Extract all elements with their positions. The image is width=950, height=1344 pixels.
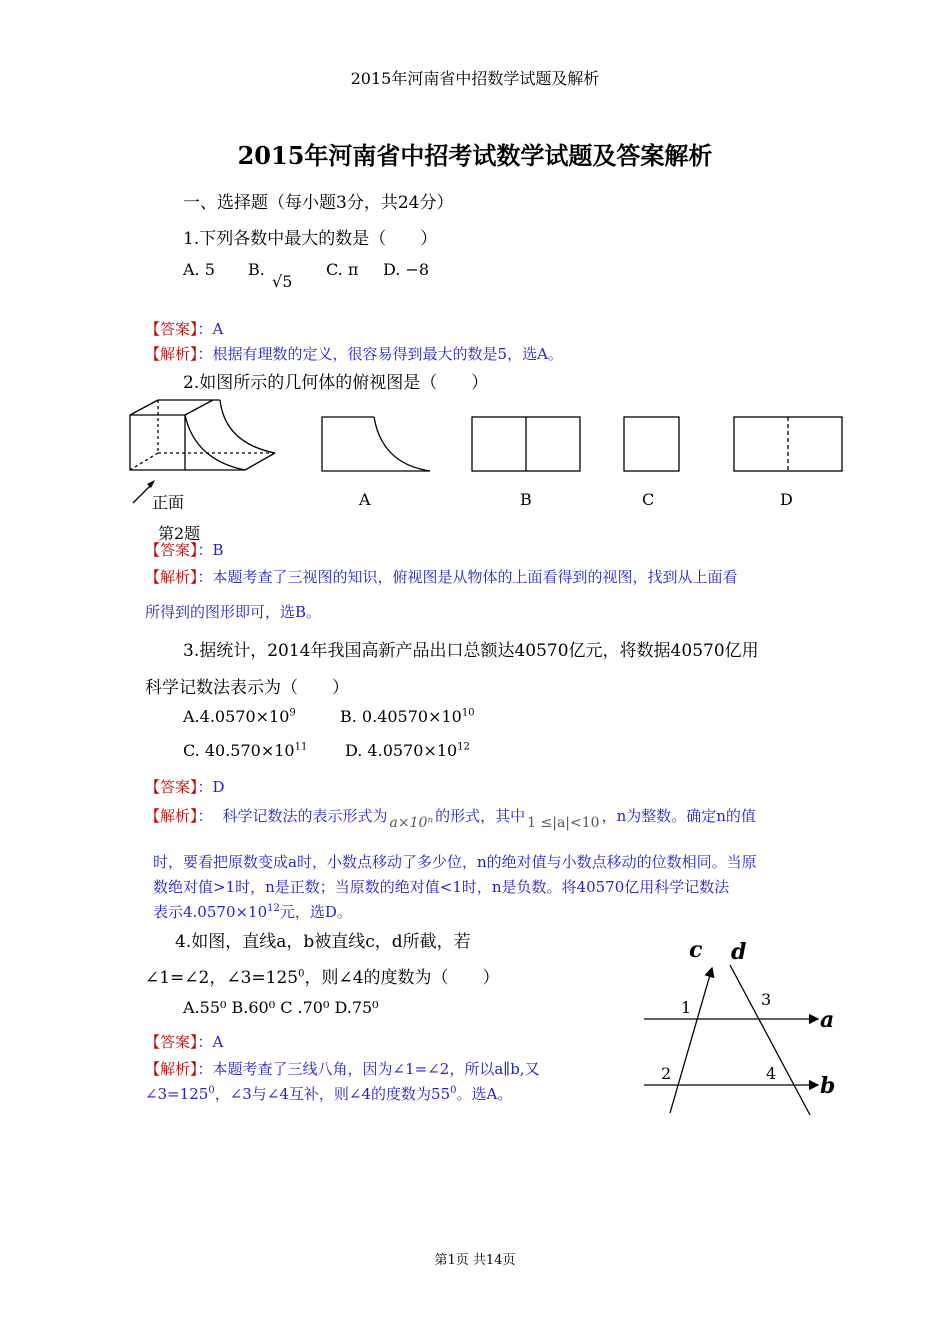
q4-angle-1: 1	[681, 998, 692, 1017]
analysis-label: 【解析】	[145, 1060, 198, 1078]
q4-label-a: a	[820, 1007, 835, 1033]
analysis-label: 【解析】	[145, 568, 198, 586]
q4-label-d: d	[731, 939, 747, 965]
q3-analysis-line2: 时，要看把原数变成a时，小数点移动了多少位，n的绝对值与小数点移动的位数相同。当原	[153, 853, 757, 871]
page-footer: 第1页 共14页	[434, 1253, 516, 1268]
q2-option-d-figure	[732, 414, 844, 474]
q3-stem-line1: 3.据统计，2014年我国高新产品出口总额达40570亿元，将数据40570亿用	[183, 641, 759, 661]
colon: ：	[197, 1060, 213, 1078]
answer-label: 【答案】	[145, 778, 198, 796]
q3-analysis-p3: ，n为整数。确定n的值	[601, 807, 756, 825]
q4-answer-value: A	[212, 1033, 224, 1051]
q1-analysis-text: 根据有理数的定义，很容易得到最大的数是5，选A。	[212, 345, 563, 363]
q1-stem: 1.下列各数中最大的数是（ ）	[183, 229, 438, 249]
q2-analysis-line2: 所得到的图形即可，选B。	[145, 603, 322, 621]
q3-option-b: B. $0.40570\times 10^{10}$	[340, 707, 475, 726]
q4-analysis	[145, 1058, 540, 1079]
colon: ：	[197, 778, 213, 796]
q1-answer	[145, 318, 223, 339]
q4-analysis-line1: 本题考查了三线八角，因为∠1=∠2，所以a∥b,又	[212, 1060, 540, 1078]
q1-option-a: A. 5	[183, 260, 215, 279]
q2-option-b-figure	[470, 414, 582, 474]
analysis-label: 【解析】	[145, 345, 198, 363]
q1-option-c: C. π	[326, 260, 359, 279]
q3-analysis	[145, 805, 756, 831]
q2-analysis	[145, 566, 738, 587]
q2-caption: 第2题	[158, 524, 201, 543]
q1-option-b: B.	[248, 260, 265, 279]
q3-answer	[145, 776, 225, 797]
q3-option-d: D. $4.0570\times 10^{12}$	[345, 741, 470, 760]
q3-analysis-line4: 表示$4.0570\times 10^{12}$元，选D。	[153, 903, 352, 921]
answer-label: 【答案】	[145, 1033, 198, 1051]
q4-options: A.55⁰ B.60⁰ C .70⁰ D.75⁰	[183, 998, 379, 1017]
q4-stem-line1: 4.如图，直线a，b被直线c，d所截，若	[175, 932, 471, 952]
q4-answer	[145, 1031, 223, 1052]
q2-front-label: 正面	[152, 493, 185, 512]
q1-analysis	[145, 343, 563, 364]
q4-label-b: b	[820, 1073, 836, 1099]
colon: ：	[197, 568, 213, 586]
q2-label-b: B	[520, 490, 532, 509]
q4-angle-4: 4	[766, 1064, 777, 1083]
q2-solid-figure	[125, 395, 285, 510]
q4-analysis-line2: $\angle 3=125^0$，∠3与∠4互补，则∠4的度数为$55^0$。选A。	[145, 1085, 513, 1103]
q2-label-d: D	[780, 490, 793, 509]
q1-answer-value: A	[212, 320, 224, 338]
q3-option-c: C. $40.570\times 10^{11}$	[183, 741, 308, 760]
colon: ：	[197, 807, 213, 825]
q3-option-a: $A.4.0570\times 10^9$	[183, 707, 296, 726]
colon: ：	[197, 320, 213, 338]
colon: ：	[197, 345, 213, 363]
section-heading: 一、选择题（每小题3分，共24分）	[183, 193, 454, 213]
q3-analysis-line3: 数绝对值>1时，n是正数；当原数的绝对值<1时，n是负数。将40570亿用科学记数法	[153, 878, 730, 896]
q2-answer-value: B	[212, 541, 224, 559]
q2-stem: 2.如图所示的几何体的俯视图是（ ）	[183, 373, 489, 393]
colon: ：	[197, 541, 213, 559]
analysis-label: 【解析】	[145, 807, 198, 825]
q1-option-b-math: √5	[272, 272, 293, 291]
q4-angle-3: 3	[761, 990, 772, 1009]
page-title: 2015年河南省中招考试数学试题及答案解析	[237, 141, 713, 170]
q3-analysis-math2: 1 ≤|a|<10	[527, 815, 600, 831]
q4-angle-2: 2	[661, 1064, 672, 1083]
page-header: 2015年河南省中招数学试题及解析	[350, 69, 600, 88]
q4-stem-line2: ∠1=∠2，$\angle 3=125^0$，则∠4的度数为（ ）	[145, 968, 500, 988]
answer-label: 【答案】	[145, 320, 198, 338]
colon: ：	[197, 1033, 213, 1051]
q3-stem-line2: 科学记数法表示为（ ）	[145, 678, 349, 698]
q4-label-c: c	[689, 937, 703, 963]
q2-label-a: A	[359, 490, 371, 509]
q3-analysis-p2: 的形式，其中	[435, 807, 526, 825]
answer-label: 【答案】	[145, 541, 198, 559]
q2-option-c-figure	[622, 414, 682, 474]
q3-analysis-p1: 科学记数法的表示形式为	[222, 807, 388, 825]
q2-option-a-figure	[320, 414, 435, 474]
q3-analysis-math1: a×10ⁿ	[389, 815, 434, 831]
q2-label-c: C	[642, 490, 655, 509]
q2-analysis-line1: 本题考查了三视图的知识，俯视图是从物体的上面看得到的视图，找到从上面看	[212, 568, 738, 586]
q3-answer-value: D	[212, 778, 225, 796]
q1-option-d: D. −8	[383, 260, 430, 279]
q2-answer	[145, 539, 224, 560]
